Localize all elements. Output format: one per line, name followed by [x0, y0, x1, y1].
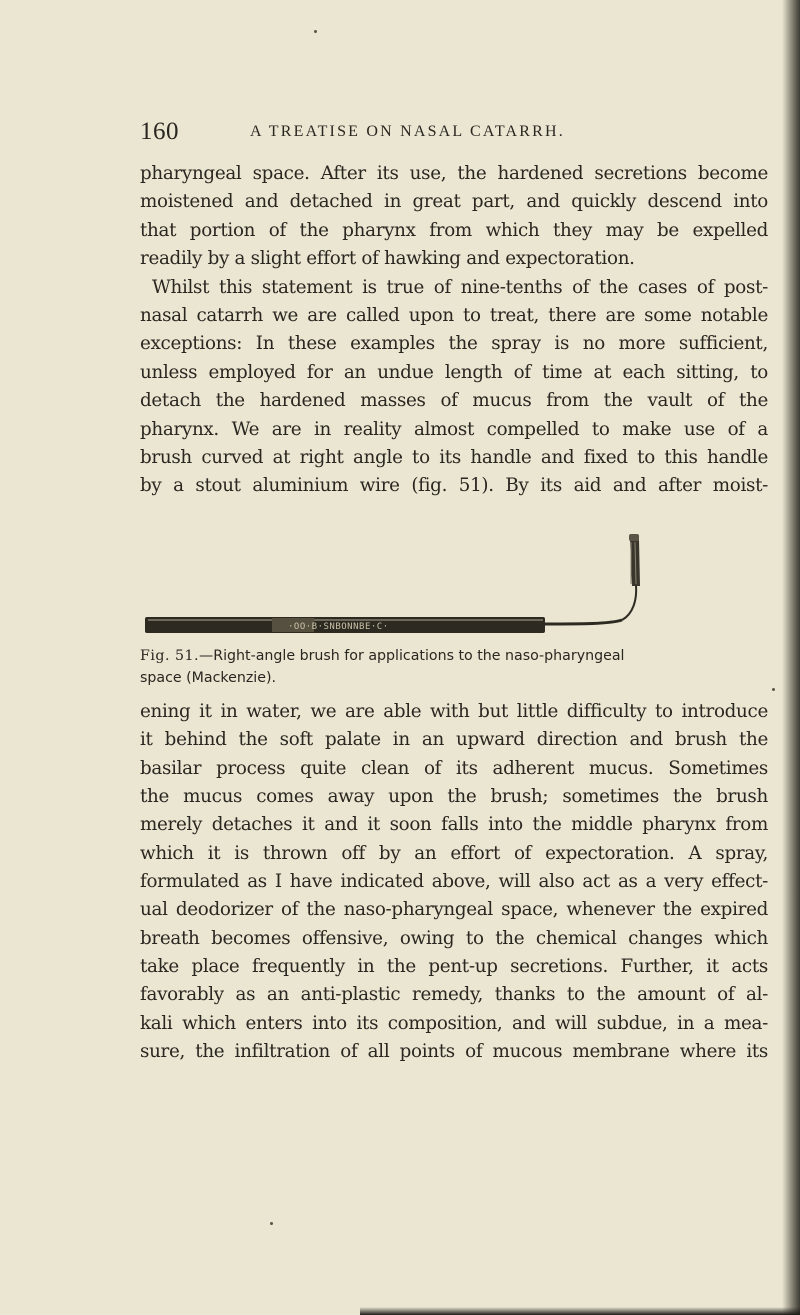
text-line: which it is thrown off by an effort of expectoration. A spray,: [140, 842, 768, 864]
page-header: [140, 118, 760, 148]
text-line: brush curved at right angle to its handle and fixed to this handle: [140, 447, 768, 469]
text-line: merely detaches it and it soon falls into the middle pharynx from: [140, 814, 768, 836]
text-line: ual deodorizer of the naso-pharyngeal space, whenever the expired: [140, 899, 768, 921]
handle-highlight: [148, 619, 543, 621]
text-line: favorably as an anti-plastic remedy, thanks to the amount of al-: [140, 984, 768, 1006]
text-line: kali which enters into its composition, and will subdue, in a mea-: [140, 1012, 768, 1034]
figure-caption: [140, 645, 770, 689]
paper-speck: [772, 688, 775, 691]
page-number: 160: [140, 118, 179, 145]
brush-tip: [629, 534, 639, 541]
paper-speck: [314, 30, 317, 33]
text-line: formulated as I have indicated above, will also act as a very effect-: [140, 871, 768, 893]
text-line: exceptions: In these examples the spray is no more sufficient,: [140, 333, 768, 355]
paper-speck: [270, 1222, 273, 1225]
text-line: moistened and detached in great part, and quickly descend into: [140, 191, 768, 213]
text-line: basilar process quite clean of its adherent mucus. Sometimes: [140, 757, 768, 779]
text-line: sure, the infiltration of all points of mucous membrane where its: [140, 1041, 768, 1063]
brush-illustration: [140, 520, 640, 650]
figure-label: Fig. 51.: [140, 648, 200, 664]
text-line: ening it in water, we are able with but little difficulty to introduce: [140, 701, 768, 722]
text-line: nasal catarrh we are called upon to treat, there are some notable: [140, 305, 768, 327]
caption-text: —Right-angle brush for applications to the naso-pharyngeal: [199, 648, 625, 664]
caption-line-1: [140, 645, 770, 667]
running-title: A TREATISE ON NASAL CATARRH.: [250, 123, 566, 140]
brush-wire-bend: [622, 586, 636, 620]
text-line: the mucus comes away upon the brush; sometimes the brush: [140, 786, 768, 808]
caption-line-2: space (Mackenzie).: [140, 670, 276, 686]
text-line: pharynx. We are in reality almost compelled to make use of a: [140, 418, 768, 440]
paragraph-bottom: [140, 698, 768, 1066]
text-line: detach the hardened masses of mucus from the vault of the: [140, 390, 768, 412]
text-line: breath becomes offensive, owing to the chemical changes which: [140, 927, 768, 949]
page-bottom-shadow: [360, 1307, 800, 1315]
text-line: readily by a slight effort of hawking and expectoration.: [140, 248, 635, 270]
text-line: it behind the soft palate in an upward direction and brush the: [140, 729, 768, 751]
text-line: Whilst this statement is true of nine-tenths of the cases of post-: [152, 276, 768, 298]
page-edge-shadow: [782, 0, 800, 1315]
text-line: pharyngeal space. After its use, the hardened secretions become: [140, 163, 768, 184]
handle-inscription: ·OO·B·SNBONNBE·C·: [288, 622, 389, 632]
text-line: take place frequently in the pent-up secretions. Further, it acts: [140, 956, 768, 978]
text-line: that portion of the pharynx from which they may be expelled: [140, 219, 768, 241]
paragraph-top: [140, 160, 768, 501]
text-line: by a stout aluminium wire (fig. 51). By its aid and after moist-: [140, 475, 768, 497]
text-line: unless employed for an undue length of time at each sitting, to: [140, 361, 768, 383]
brush-wire: [545, 620, 622, 624]
